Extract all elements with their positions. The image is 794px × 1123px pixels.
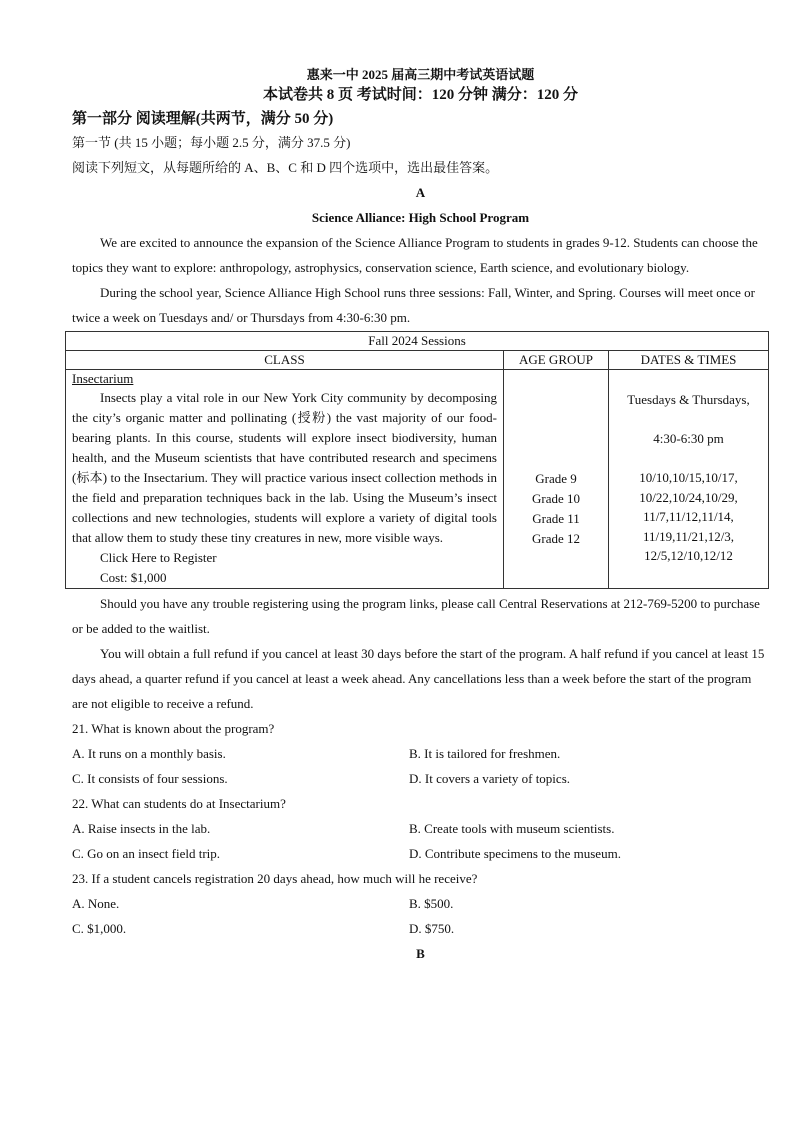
option-a: A. Raise insects in the lab. — [72, 821, 211, 836]
question-stem: 21. What is known about the program? — [72, 721, 275, 736]
exam-subtitle: 本试卷共 8 页 考试时间：120 分钟 满分：120 分 — [262, 87, 578, 103]
passage-paragraph-4: You will obtain a full refund if you cancel at least 30 days before the start of the program. A half refund if you cancel at least 15 days ahead, a quarter refund if you cancel at least a week ahead. Any cancellations less than a week before the start of the program are not eligible to receive a refund. — [72, 646, 765, 711]
option-c: C. Go on an insect field trip. — [72, 846, 221, 861]
passage-paragraph-3: Should you have any trouble registering using the program links, please call Central Reservations at 212-769-5200 to purchase or be added to the waitlist. — [72, 596, 760, 636]
header-dates-times: DATES & TIMES — [609, 351, 769, 370]
question-21 — [72, 716, 769, 791]
option-b: B. Create tools with museum scientists. — [409, 821, 615, 836]
option-d: D. $750. — [409, 921, 455, 936]
exam-title: 惠来一中 2025 届高三期中考试英语试题 — [306, 67, 535, 82]
dates-cell — [609, 370, 769, 589]
option-b: B. It is tailored for freshmen. — [409, 746, 561, 761]
date-line: 10/10,10/15,10/17, — [639, 470, 738, 485]
passage-paragraph-2: During the school year, Science Alliance High School runs three sessions: Fall, Winter, and Spring. Courses will meet once or twice a week on Tuesdays and/ or Thursdays from 4:30-6:30 pm. — [72, 285, 755, 325]
date-line: 10/22,10/24,10/29, — [639, 489, 738, 505]
table-caption: Fall 2024 Sessions — [66, 332, 769, 351]
option-c: C. It consists of four sessions. — [72, 771, 228, 786]
session-days: Tuesdays & Thursdays, — [627, 392, 750, 407]
instructions: 阅读下列短文，从每题所给的 A、B、C 和 D 四个选项中，选出最佳答案。 — [72, 160, 499, 175]
section-heading: 第一节 (共 15 小题；每小题 2.5 分，满分 37.5 分) — [72, 135, 351, 150]
question-23 — [72, 866, 769, 941]
passage-letter-b: B — [416, 946, 425, 961]
passage-paragraph-1: We are excited to announce the expansion of the Science Alliance Program to students in grades 9-12. Students can choose the topics they want to explore: anthropology, astrophysics, conservation science, Earth science, and evolutionary biology. — [72, 235, 758, 275]
age-group-cell — [504, 370, 609, 589]
option-c: C. $1,000. — [72, 921, 127, 936]
option-a: A. It runs on a monthly basis. — [72, 746, 226, 761]
course-description: Insects play a vital role in our New York City community by decomposing the city’s organic matter and pollinating (授粉) the vast majority of our food-bearing plants. In this course, students will explore insect biodiversity, human health, and the Museum scientists that have contributed research and specimens (标本) to the Insectarium. They will practice various insect collection methods in the field and preparation techniques back in the lab. Using the Museum’s insect collections and new technologies, students will explore a variety of digital tools that allow them to study these tiny creatures in new, more visible ways. — [72, 390, 497, 545]
part-heading: 第一部分 阅读理解(共两节，满分 50 分) — [72, 111, 334, 127]
date-line: 11/19,11/21,12/3, — [642, 528, 735, 544]
passage-letter-a: A — [415, 185, 426, 200]
register-link[interactable]: Click Here to Register — [100, 550, 217, 565]
date-line: 11/7,11/12,11/14, — [643, 509, 734, 524]
course-name: Insectarium — [72, 371, 134, 386]
question-22 — [72, 791, 769, 866]
exam-page — [72, 60, 769, 966]
session-table — [65, 331, 769, 589]
question-stem: 22. What can students do at Insectarium? — [72, 796, 286, 811]
date-line: 12/5,12/10,12/12 — [644, 548, 733, 563]
grade-item: Grade 11 — [532, 511, 580, 526]
grade-item: Grade 9 — [535, 471, 577, 486]
question-stem: 23. If a student cancels registration 20 days ahead, how much will he receive? — [72, 871, 478, 886]
session-time: 4:30-6:30 pm — [653, 430, 724, 446]
header-age-group: AGE GROUP — [504, 351, 609, 370]
class-cell — [66, 370, 504, 589]
option-b: B. $500. — [409, 896, 454, 911]
grade-item: Grade 10 — [531, 491, 580, 506]
grade-item: Grade 12 — [531, 531, 580, 546]
option-d: D. Contribute specimens to the museum. — [409, 846, 621, 861]
header-class: CLASS — [66, 351, 504, 370]
option-a: A. None. — [72, 896, 120, 911]
option-d: D. It covers a variety of topics. — [409, 771, 571, 786]
passage-title: Science Alliance: High School Program — [311, 210, 530, 225]
course-cost: Cost: $1,000 — [100, 570, 167, 585]
